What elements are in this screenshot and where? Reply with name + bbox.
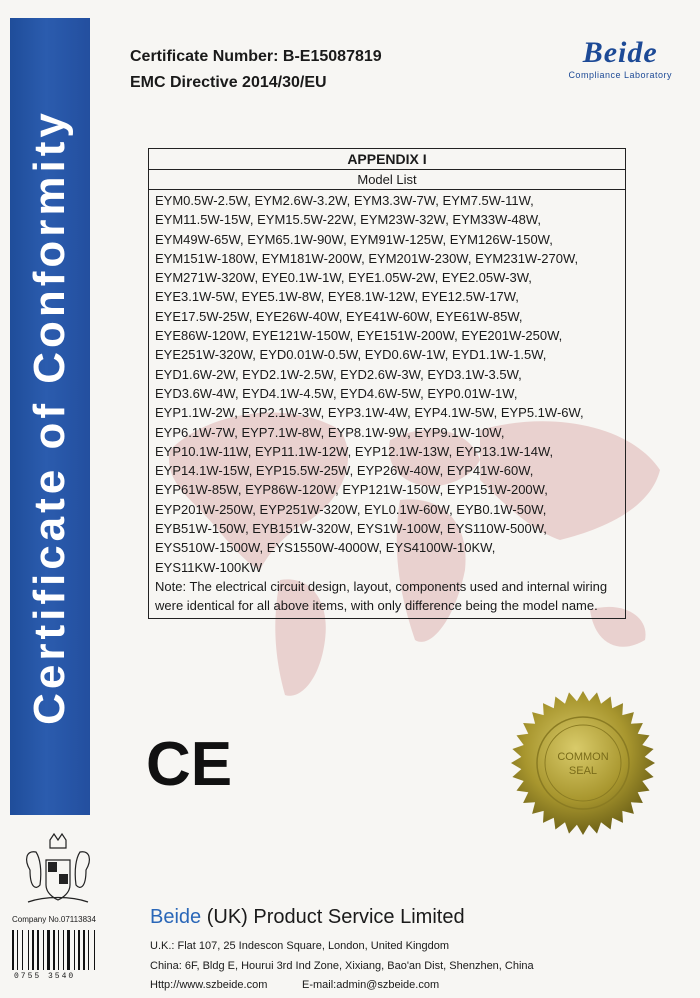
appendix-table [148, 148, 626, 619]
company-brand: Beide [150, 906, 202, 928]
ce-mark-icon [146, 735, 238, 793]
company-name-rest: (UK) Product Service Limited [201, 906, 465, 928]
model-list [149, 190, 625, 577]
logo-name: Beide [582, 36, 658, 69]
model-line: EYD1.6W-2W, EYD2.1W-2.5W, EYD2.6W-3W, EYD3.1W-3.5W, [155, 366, 522, 382]
seal-text-1: COMMON [557, 751, 609, 763]
model-line: EYB51W-150W, EYB151W-320W, EYS1W-100W, EYS110W-500W, [155, 521, 547, 537]
model-line: EYM151W-180W, EYM181W-200W, EYM201W-230W, EYM231W-270W, [155, 250, 579, 266]
email-link[interactable]: E-mail:admin@szbeide.com [302, 979, 440, 991]
seal-text-2: SEAL [568, 765, 598, 777]
side-band-title: Certificate of Conformity [25, 108, 74, 725]
model-line: EYM49W-65W, EYM65.1W-90W, EYM91W-125W, EYM126W-150W, [155, 231, 553, 247]
appendix-note: Note: The electrical circuit design, layout, components used and internal wiring were identical for all above items, with only difference being the model name. [155, 578, 608, 614]
website-link[interactable]: Http://www.szbeide.com [150, 979, 268, 991]
appendix-title: APPENDIX I [149, 149, 625, 170]
model-line: EYP1.1W-2W, EYP2.1W-3W, EYP3.1W-4W, EYP4.1W-5W, EYP5.1W-6W, [155, 405, 584, 421]
model-line: EYM11.5W-15W, EYM15.5W-22W, EYM23W-32W, EYM33W-48W, [155, 212, 542, 228]
model-line: EYM271W-320W, EYE0.1W-1W, EYE1.05W-2W, EYE2.05W-3W, [155, 270, 532, 286]
model-line: EYP201W-250W, EYP251W-320W, EYL0.1W-60W, EYB0.1W-50W, [155, 501, 547, 517]
model-line: EYS11KW-100KW [155, 559, 263, 575]
company-number: Company No.07113834 [12, 915, 96, 924]
royal-crest-icon [10, 830, 106, 910]
model-line: EYD3.6W-4W, EYD4.1W-4.5W, EYD4.6W-5W, EYP0.01W-1W, [155, 385, 518, 401]
model-line: EYE3.1W-5W, EYE5.1W-8W, EYE8.1W-12W, EYE12.5W-17W, [155, 289, 519, 305]
model-line: EYM0.5W-2.5W, EYM2.6W-3.2W, EYM3.3W-7W, EYM7.5W-11W, [155, 193, 534, 208]
barcode-digits: 0755 3540 [14, 972, 76, 981]
directive: EMC Directive 2014/30/EU [130, 74, 327, 91]
model-line: EYE251W-320W, EYD0.01W-0.5W, EYD0.6W-1W, EYD1.1W-1.5W, [155, 347, 547, 363]
model-line: EYS510W-1500W, EYS1550W-4000W, EYS4100W-10KW, [155, 540, 496, 556]
certificate-number: Certificate Number: B-E15087819 [130, 48, 382, 65]
model-line: EYE86W-120W, EYE121W-150W, EYE151W-200W, EYE201W-250W, [155, 328, 563, 344]
gold-seal-icon [508, 688, 658, 838]
model-line: EYE17.5W-25W, EYE26W-40W, EYE41W-60W, EYE61W-85W, [155, 308, 523, 324]
ce-mark-text: CE [146, 735, 233, 793]
china-address: China: 6F, Bldg E, Hourui 3rd Ind Zone, Xixiang, Bao'an Dist, Shenzhen, China [150, 960, 534, 972]
beide-logo [568, 38, 672, 80]
side-band [10, 18, 90, 815]
model-line: EYP61W-85W, EYP86W-120W, EYP121W-150W, EYP151W-200W, [155, 482, 548, 498]
model-line: EYP6.1W-7W, EYP7.1W-8W, EYP8.1W-9W, EYP9.1W-10W, [155, 424, 505, 440]
company-name [150, 906, 465, 929]
model-list-header: Model List [149, 170, 625, 190]
model-line: EYP14.1W-15W, EYP15.5W-25W, EYP26W-40W, EYP41W-60W, [155, 463, 534, 479]
barcode-icon [10, 930, 102, 978]
model-line: EYP10.1W-11W, EYP11.1W-12W, EYP12.1W-13W, EYP13.1W-14W, [155, 443, 554, 459]
uk-address: U.K.: Flat 107, 25 Indescon Square, London, United Kingdom [150, 940, 450, 952]
logo-subtitle: Compliance Laboratory [568, 70, 672, 80]
